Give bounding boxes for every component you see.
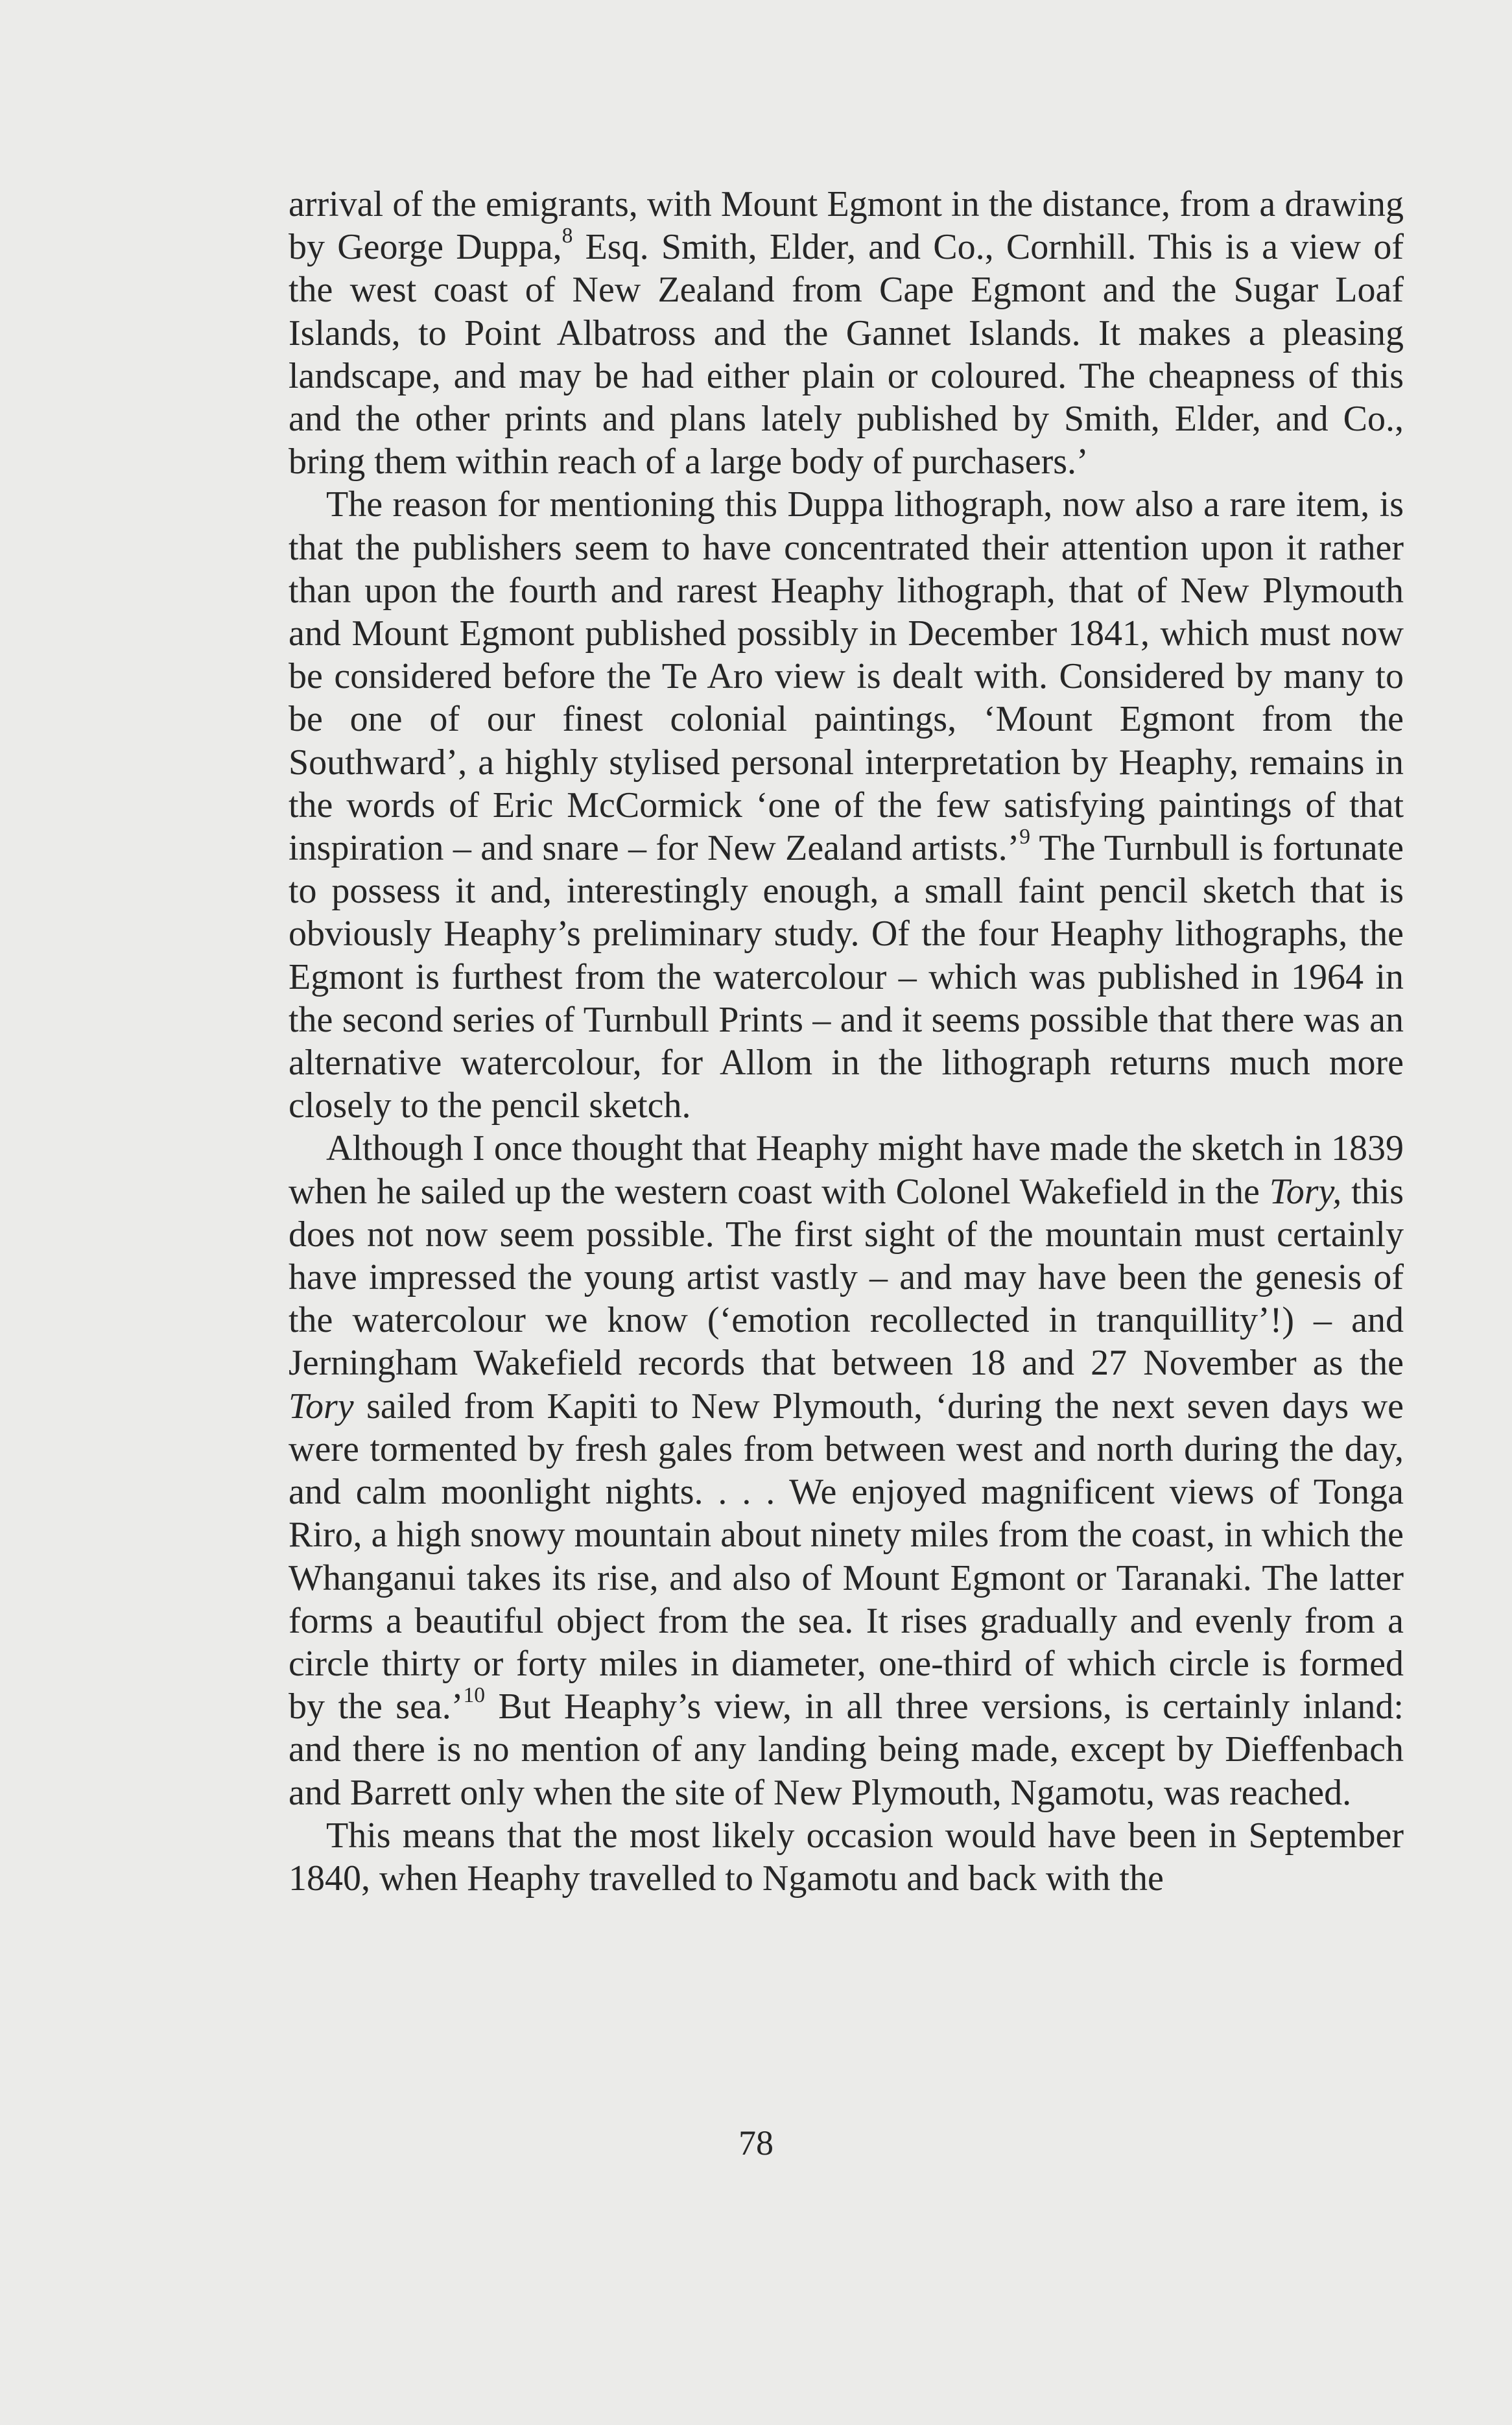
paragraph-2 [289, 483, 1404, 1127]
page-number: 78 [738, 2123, 774, 2162]
body-text [289, 183, 1404, 1900]
p2-text-2: The Turnbull is fortunate to possess it and, interestingly enough, a small faint pencil sketch that is obviously Heaphy’s preliminary study. Of the four Heaphy lithographs, the Egmont is furthest from the watercolour – which was published in 1964 in the second series of Turnbull Prints – and it seems possible that there was an alternative watercolour, for Allom in the lithograph returns much more closely to the pencil sketch. [289, 828, 1404, 1126]
p3-text-3: sailed from Kapiti to New Plymouth, ‘during the next seven days we were tormented by fresh gales from between west and north during the day, and calm moonlight nights. . . . We enjoyed magnificent views of Tonga Riro, a high snowy mountain about ninety miles from the coast, in which the Whanganui takes its rise, and also of Mount Egmont or Taranaki. The latter forms a beautiful object from the sea. It rises gradually and evenly from a circle thirty or forty miles in diameter, one-third of which circle is formed by the sea.’ [289, 1386, 1404, 1727]
p2-text-1: The reason for mentioning this Duppa lithograph, now also a rare item, is that the publishers seem to have concentrated their attention upon it rather than upon the fourth and rarest Heaphy lithograph, that of New Plymouth and Mount Egmont published possibly in December 1841, which must now be considered before the Te Aro view is dealt with. Considered by many to be one of our finest colonial paintings, ‘Mount Egmont from the Southward’, a highly stylised personal interpretation by Heaphy, remains in the words of Eric McCormick ‘one of the few satisfying paintings of that inspiration – and snare – for New Zealand artists.’ [289, 484, 1404, 869]
ship-name-tory-2: Tory [289, 1386, 354, 1426]
ship-name-tory: Tory, [1269, 1171, 1342, 1212]
p1-text-1: arrival of the emigrants, with Mount Egmont in the distance, from a drawing by George Duppa, [289, 184, 1404, 268]
p4-text-1: This means that the most likely occasion would have been in September 1840, when Heaphy travelled to Ngamotu and back with the [289, 1815, 1404, 1899]
paragraph-3 [289, 1127, 1404, 1814]
p1-text-2: Esq. Smith, Elder, and Co., Cornhill. This is a view of the west coast of New Zealand from Cape Egmont and the Sugar Loaf Islands, to Point Albatross and the Gannet Islands. It makes a pleasing landscape, and may be had either plain or coloured. The cheapness of this and the other prints and plans lately published by Smith, Elder, and Co., bring them within reach of a large body of purchasers.’ [289, 227, 1404, 482]
p3-text-4: But Heaphy’s view, in all three versions, is certainly inland: and there is no mention of any landing being made, except by Dieffenbach and Barrett only when the site of New Plymouth, Ngamotu, was reached. [289, 1686, 1404, 1813]
footnote-ref-8: 8 [561, 224, 573, 248]
p3-text-2: this does not now seem possible. The first sight of the mountain must certainly have impressed the young artist vastly – and may have been the genesis of the watercolour we know (‘emotion recollected in tranquillity’!) – and Jerningham Wakefield records that between 18 and 27 November as the [289, 1171, 1404, 1384]
paragraph-1 [289, 183, 1404, 483]
footnote-ref-9: 9 [1019, 824, 1031, 849]
paragraph-4 [289, 1814, 1404, 1900]
footnote-ref-10: 10 [463, 1683, 486, 1707]
p3-text-1: Although I once thought that Heaphy might have made the sketch in 1839 when he sailed up the western coast with Colonel Wakefield in the [289, 1128, 1404, 1212]
